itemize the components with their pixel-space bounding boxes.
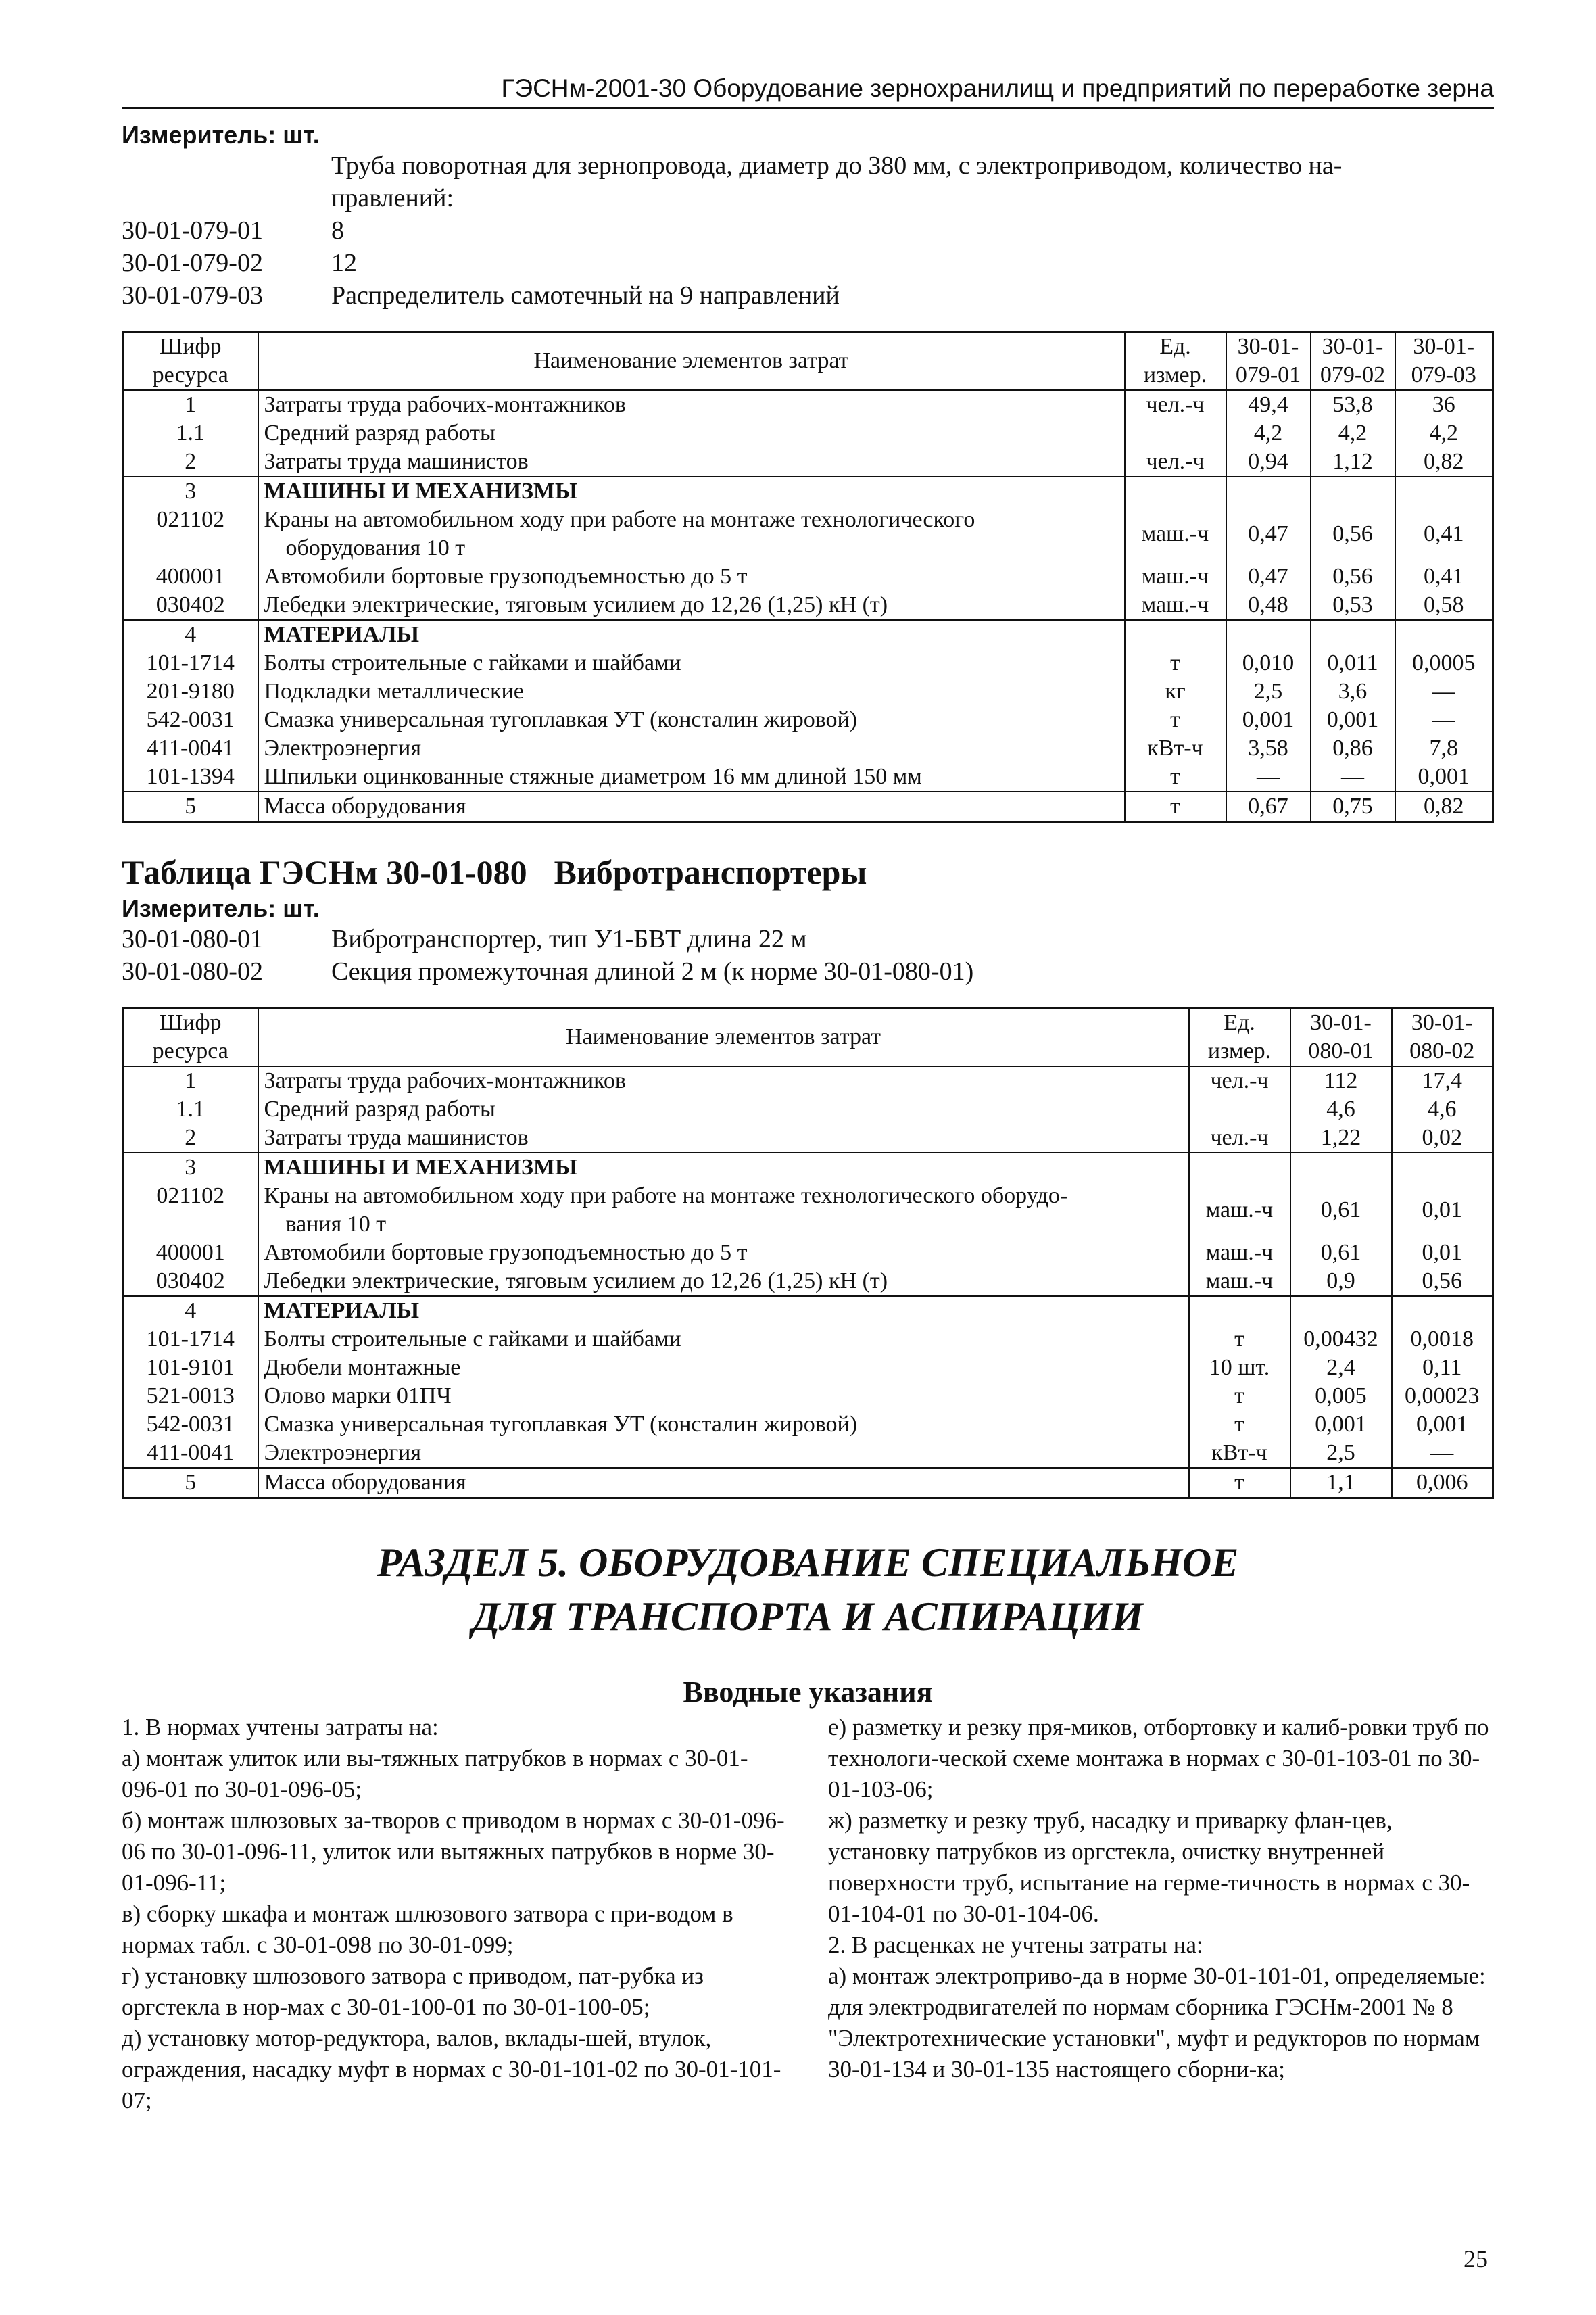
cell-value: 0,005 — [1290, 1382, 1392, 1410]
cell-value: 4,2 — [1226, 419, 1311, 448]
cell-name — [258, 706, 1125, 734]
cell-value: 0,61 — [1290, 1182, 1392, 1239]
cell-value: 36 — [1395, 390, 1493, 419]
cell-name-text: Лебедки электрические, тяговым усилием до 12,26 (1,25) кН (т) — [264, 1268, 888, 1293]
cell-value: 0,61 — [1290, 1239, 1392, 1267]
cell-name — [258, 677, 1125, 706]
cell-name-text: Электроэнергия — [264, 736, 421, 761]
cell-value: 2,5 — [1290, 1439, 1392, 1468]
cell-code: 101-1394 — [123, 763, 258, 792]
table-row — [123, 1468, 1493, 1498]
cell-value: 0,75 — [1311, 792, 1395, 822]
cell-value: 3,6 — [1311, 677, 1395, 706]
cell-value: 0,0005 — [1395, 649, 1493, 677]
cell-name — [258, 1296, 1189, 1325]
cell-name-text: Шпильки оцинкованные стяжные диаметром 16 мм длиной 150 мм — [264, 764, 922, 789]
cost-table-079 — [122, 331, 1494, 823]
table-row — [123, 620, 1493, 649]
cell-name — [258, 734, 1125, 763]
cell-name-text: МАШИНЫ И МЕХАНИЗМЫ — [264, 1155, 578, 1180]
cell-value: 0,00432 — [1290, 1325, 1392, 1354]
cell-unit: т — [1189, 1410, 1290, 1439]
table-row — [123, 1439, 1493, 1468]
header-norm-2: 30-01- 079-02 — [1311, 332, 1395, 391]
cell-name-text: Олово марки 01ПЧ — [264, 1383, 452, 1408]
cell-value: 0,010 — [1226, 649, 1311, 677]
cell-name-text: Лебедки электрические, тяговым усилием до 12,26 (1,25) кН (т) — [264, 592, 888, 617]
header-code: Шифр ресурса — [123, 1008, 258, 1067]
cell-value: 0,47 — [1226, 506, 1311, 563]
cell-name-text: Смазка универсальная тугоплавкая УТ (консталин жировой) — [264, 1412, 858, 1437]
header-norm-1: 30-01- 080-01 — [1290, 1008, 1392, 1067]
cell-name-text: Болты строительные с гайками и шайбами — [264, 650, 681, 675]
cell-name-text: Затраты труда рабочих-монтажников — [264, 1068, 626, 1093]
cell-value: 0,00023 — [1392, 1382, 1493, 1410]
cell-value: 0,47 — [1226, 563, 1311, 591]
norm-text: 12 — [331, 249, 357, 277]
cell-code: 4 — [123, 1296, 258, 1325]
cell-value — [1226, 620, 1311, 649]
norm-code — [122, 149, 331, 182]
cell-value: 0,56 — [1311, 506, 1395, 563]
intro-paragraph: д) установку мотор-редуктора, валов, вклады-шей, втулок, ограждения, насадку муфт в нормах с 30-01-101-02 по 30-01-101-07; — [122, 2025, 781, 2114]
cell-value: 49,4 — [1226, 390, 1311, 419]
cell-name-text: Электроэнергия — [264, 1440, 421, 1465]
cell-unit: кг — [1125, 677, 1226, 706]
cell-name — [258, 1325, 1189, 1354]
cell-name-text: Масса оборудования — [264, 1470, 466, 1495]
cell-value: 0,56 — [1392, 1267, 1493, 1296]
table-heading-080 — [122, 853, 1494, 892]
table-row — [123, 1267, 1493, 1296]
cell-name-text: Средний разряд работы — [264, 1097, 495, 1122]
cell-value: 0,001 — [1226, 706, 1311, 734]
header-unit: Ед. измер. — [1125, 332, 1226, 391]
cell-unit: маш.-ч — [1125, 506, 1226, 563]
cell-name-text: Автомобили бортовые грузоподъемностью до 5 т — [264, 1240, 748, 1265]
cell-value: 0,001 — [1392, 1410, 1493, 1439]
cell-code: 030402 — [123, 1267, 258, 1296]
intro-paragraph: в) сборку шкафа и монтаж шлюзового затвора с при-водом в нормах табл. с 30-01-098 по 30-01-099; — [122, 1901, 733, 1958]
cell-value: 4,2 — [1395, 419, 1493, 448]
cell-name-text: МАТЕРИАЛЫ — [264, 622, 419, 647]
norm-text: Труба поворотная для зернопровода, диаметр до 380 мм, с электроприводом, количество на- — [331, 151, 1343, 180]
cell-value: 0,01 — [1392, 1239, 1493, 1267]
intro-paragraph: 2. В расценках не учтены затраты на: — [828, 1932, 1203, 1958]
cell-name — [258, 1182, 1189, 1239]
cell-name-text: Дюбели монтажные — [264, 1355, 461, 1380]
cell-unit — [1189, 1095, 1290, 1124]
cell-unit: т — [1125, 792, 1226, 822]
table-row — [123, 1153, 1493, 1182]
cell-value — [1392, 1296, 1493, 1325]
cell-code: 400001 — [123, 563, 258, 591]
cell-code: 101-1714 — [123, 649, 258, 677]
cell-value: 0,82 — [1395, 448, 1493, 477]
cell-name — [258, 563, 1125, 591]
cell-value: 4,6 — [1290, 1095, 1392, 1124]
meter-label-2: Измеритель: шт. — [122, 894, 320, 922]
cell-value: 0,67 — [1226, 792, 1311, 822]
cell-value: 4,2 — [1311, 419, 1395, 448]
table-row — [123, 390, 1493, 419]
cell-name — [258, 1153, 1189, 1182]
cell-unit: маш.-ч — [1189, 1182, 1290, 1239]
norm-list-2 — [122, 923, 1494, 988]
table-row — [123, 649, 1493, 677]
cell-name — [258, 591, 1125, 620]
cell-value: 1,1 — [1290, 1468, 1392, 1498]
cell-unit: кВт-ч — [1189, 1439, 1290, 1468]
cell-name-continuation: оборудования 10 т — [285, 535, 466, 560]
norm-text: Вибротранспортер, тип У1-БВТ длина 22 м — [331, 925, 807, 953]
table-name: Вибротранспортеры — [554, 853, 867, 891]
intro-paragraph: 1. В нормах учтены затраты на: — [122, 1714, 439, 1740]
norm-code: 30-01-079-03 — [122, 281, 263, 310]
cell-value: 0,11 — [1392, 1354, 1493, 1382]
cell-value: 0,011 — [1311, 649, 1395, 677]
cell-name — [258, 1124, 1189, 1153]
header-name: Наименование элементов затрат — [258, 1008, 1189, 1067]
cell-unit: чел.-ч — [1189, 1124, 1290, 1153]
cell-unit — [1125, 477, 1226, 506]
norm-code: 30-01-080-01 — [122, 925, 263, 953]
cost-table-080 — [122, 1007, 1494, 1499]
norm-text: правлений: — [331, 184, 454, 212]
cell-name — [258, 1410, 1189, 1439]
cell-value: 0,001 — [1290, 1410, 1392, 1439]
cell-code: 021102 — [123, 1182, 258, 1239]
cell-value: 0,01 — [1392, 1182, 1493, 1239]
cell-name-text: Средний разряд работы — [264, 421, 495, 446]
header-unit: Ед. измер. — [1189, 1008, 1290, 1067]
cell-unit: т — [1125, 706, 1226, 734]
table-row — [123, 1095, 1493, 1124]
cell-value: 0,001 — [1395, 763, 1493, 792]
cell-value: 1,22 — [1290, 1124, 1392, 1153]
cell-name-text: МАШИНЫ И МЕХАНИЗМЫ — [264, 479, 578, 504]
table-row — [123, 1124, 1493, 1153]
page-number: 25 — [1464, 2245, 1488, 2272]
cell-value: — — [1226, 763, 1311, 792]
cell-code: 2 — [123, 448, 258, 477]
table-row — [123, 506, 1493, 563]
cell-value: — — [1395, 677, 1493, 706]
table-row — [123, 1239, 1493, 1267]
cell-value — [1392, 1153, 1493, 1182]
cell-value: 2,5 — [1226, 677, 1311, 706]
cell-name — [258, 1439, 1189, 1468]
cell-unit: т — [1189, 1325, 1290, 1354]
table-row — [123, 734, 1493, 763]
header-norm-2: 30-01- 080-02 — [1392, 1008, 1493, 1067]
cell-unit: 10 шт. — [1189, 1354, 1290, 1382]
table-row — [123, 448, 1493, 477]
cell-name — [258, 390, 1125, 419]
intro-paragraph: а) монтаж улиток или вы-тяжных патрубков в нормах с 30-01-096-01 по 30-01-096-05; — [122, 1745, 748, 1803]
cell-value: 0,9 — [1290, 1267, 1392, 1296]
cell-code: 542-0031 — [123, 1410, 258, 1439]
table-row — [123, 1354, 1493, 1382]
table-row — [123, 1066, 1493, 1095]
cell-value: 0,53 — [1311, 591, 1395, 620]
cell-value: 0,0018 — [1392, 1325, 1493, 1354]
cell-value: — — [1311, 763, 1395, 792]
section-title-line-2: ДЛЯ ТРАНСПОРТА И АСПИРАЦИИ — [472, 1594, 1144, 1639]
cell-code: 5 — [123, 1468, 258, 1498]
cell-code: 5 — [123, 792, 258, 822]
running-header: ГЭСНм-2001-30 Оборудование зернохранилищ и предприятий по переработке зерна — [122, 74, 1494, 109]
cell-value: 0,58 — [1395, 591, 1493, 620]
header-norm-3: 30-01- 079-03 — [1395, 332, 1493, 391]
cell-unit: маш.-ч — [1125, 563, 1226, 591]
intro-right-column — [828, 1712, 1494, 2116]
cell-name — [258, 506, 1125, 563]
norm-code — [122, 182, 331, 214]
cell-value: 1,12 — [1311, 448, 1395, 477]
section-title-line-1: РАЗДЕЛ 5. ОБОРУДОВАНИЕ СПЕЦИАЛЬНОЕ — [377, 1540, 1239, 1585]
table-row — [123, 677, 1493, 706]
cell-name-text: Смазка универсальная тугоплавкая УТ (консталин жировой) — [264, 707, 858, 732]
cell-name-text: Краны на автомобильном ходу при работе на монтаже технологического оборудо- — [264, 1183, 1068, 1208]
cell-name — [258, 649, 1125, 677]
table-header-row — [123, 332, 1493, 391]
norm-text: Распределитель самотечный на 9 направлений — [331, 281, 840, 310]
cell-name — [258, 477, 1125, 506]
cell-code: 101-1714 — [123, 1325, 258, 1354]
cell-name — [258, 1382, 1189, 1410]
cell-name-text: Автомобили бортовые грузоподъемностью до 5 т — [264, 564, 748, 589]
intro-paragraph: е) разметку и резку пря-миков, отбортовку и калиб-ровки труб по технологи-ческой схеме монтажа в нормах с 30-01-103-01 по 30-01-103-06; — [828, 1714, 1489, 1803]
cell-value: — — [1392, 1439, 1493, 1468]
intro-paragraph: г) установку шлюзового затвора с приводом, пат-рубка из оргстекла в нор-мах с 30-01-100-01 по 30-01-100-05; — [122, 1963, 704, 2020]
cell-value — [1395, 477, 1493, 506]
cell-name-text: МАТЕРИАЛЫ — [264, 1298, 419, 1323]
cell-value: 0,48 — [1226, 591, 1311, 620]
cell-code: 021102 — [123, 506, 258, 563]
header-code: Шифр ресурса — [123, 332, 258, 391]
cell-value: 7,8 — [1395, 734, 1493, 763]
cell-value — [1311, 477, 1395, 506]
cell-unit: т — [1189, 1382, 1290, 1410]
cell-name-text: Затраты труда машинистов — [264, 1125, 529, 1150]
cell-name-text: Подкладки металлические — [264, 679, 524, 704]
cell-code: 521-0013 — [123, 1382, 258, 1410]
cell-code: 411-0041 — [123, 1439, 258, 1468]
cell-unit: маш.-ч — [1189, 1239, 1290, 1267]
cell-code: 1 — [123, 1066, 258, 1095]
table-row — [123, 419, 1493, 448]
cell-unit — [1125, 419, 1226, 448]
table-row — [123, 1382, 1493, 1410]
cell-value: 17,4 — [1392, 1066, 1493, 1095]
cell-name — [258, 419, 1125, 448]
table-row — [123, 1182, 1493, 1239]
cell-value: 0,94 — [1226, 448, 1311, 477]
cell-value: 112 — [1290, 1066, 1392, 1095]
cell-code: 3 — [123, 1153, 258, 1182]
meter-label-1: Измеритель: шт. — [122, 121, 320, 149]
cell-name-text: Болты строительные с гайками и шайбами — [264, 1327, 681, 1352]
cell-value — [1226, 477, 1311, 506]
cell-unit: чел.-ч — [1125, 390, 1226, 419]
table-row — [123, 1296, 1493, 1325]
cell-value: 0,82 — [1395, 792, 1493, 822]
cell-code: 1.1 — [123, 1095, 258, 1124]
cell-unit: чел.-ч — [1125, 448, 1226, 477]
cell-unit: т — [1189, 1468, 1290, 1498]
norm-code: 30-01-079-02 — [122, 249, 263, 277]
cell-name — [258, 1239, 1189, 1267]
cell-name — [258, 1066, 1189, 1095]
cell-value: 0,001 — [1311, 706, 1395, 734]
cell-unit — [1189, 1296, 1290, 1325]
intro-left-column — [122, 1712, 788, 2116]
cell-name — [258, 448, 1125, 477]
cell-name — [258, 1354, 1189, 1382]
cell-value: 2,4 — [1290, 1354, 1392, 1382]
intro-paragraph: а) монтаж электроприво-да в норме 30-01-101-01, определяемые: для электродвигателей по нормам сборника ГЭСНм-2001 № 8 "Электротехнические установки", муфт и редукторов по нормам 30-01-134 и 30-01-135 настоящего сборни-ка; — [828, 1963, 1486, 2082]
norm-code: 30-01-080-02 — [122, 957, 263, 986]
cell-value: 0,56 — [1311, 563, 1395, 591]
cell-unit — [1189, 1153, 1290, 1182]
cell-unit: кВт-ч — [1125, 734, 1226, 763]
cell-value — [1311, 620, 1395, 649]
cell-code: 1 — [123, 390, 258, 419]
intro-columns — [122, 1712, 1494, 2116]
table-label: Таблица ГЭСНм 30-01-080 — [122, 853, 527, 891]
table-row — [123, 591, 1493, 620]
table-row — [123, 1325, 1493, 1354]
table-row — [123, 477, 1493, 506]
cell-code: 4 — [123, 620, 258, 649]
page — [122, 74, 1494, 2116]
cell-value — [1290, 1153, 1392, 1182]
cell-value: 0,41 — [1395, 563, 1493, 591]
cell-value — [1290, 1296, 1392, 1325]
cell-unit: чел.-ч — [1189, 1066, 1290, 1095]
header-name: Наименование элементов затрат — [258, 332, 1125, 391]
table-header-row — [123, 1008, 1493, 1067]
cell-code: 101-9101 — [123, 1354, 258, 1382]
cell-name-text: Краны на автомобильном ходу при работе на монтаже технологического — [264, 507, 975, 532]
intro-paragraph: б) монтаж шлюзовых за-творов с приводом в нормах с 30-01-096-06 по 30-01-096-11, улиток или вытяжных патрубков в норме 30-01-096-11; — [122, 1807, 785, 1896]
norm-text: 8 — [331, 216, 344, 245]
cell-code: 542-0031 — [123, 706, 258, 734]
cell-unit — [1125, 620, 1226, 649]
cell-name-text: Масса оборудования — [264, 794, 466, 819]
cell-value: 0,41 — [1395, 506, 1493, 563]
cell-name — [258, 1095, 1189, 1124]
cell-name — [258, 620, 1125, 649]
intro-title: Вводные указания — [683, 1675, 933, 1709]
cell-code: 030402 — [123, 591, 258, 620]
header-norm-1: 30-01- 079-01 — [1226, 332, 1311, 391]
cell-value: 3,58 — [1226, 734, 1311, 763]
cell-name-continuation: вания 10 т — [285, 1212, 387, 1237]
table-row — [123, 763, 1493, 792]
cell-name — [258, 792, 1125, 822]
cell-unit: маш.-ч — [1189, 1267, 1290, 1296]
cell-value: 0,86 — [1311, 734, 1395, 763]
table-row — [123, 563, 1493, 591]
cell-value: 53,8 — [1311, 390, 1395, 419]
cell-value: — — [1395, 706, 1493, 734]
cell-name — [258, 1267, 1189, 1296]
norm-text: Секция промежуточная длиной 2 м (к норме 30-01-080-01) — [331, 957, 974, 986]
cell-name-text: Затраты труда машинистов — [264, 449, 529, 474]
table-row — [123, 1410, 1493, 1439]
table-row — [123, 792, 1493, 822]
cell-unit: т — [1125, 763, 1226, 792]
cell-unit: т — [1125, 649, 1226, 677]
cell-value — [1395, 620, 1493, 649]
cell-code: 3 — [123, 477, 258, 506]
cell-code: 411-0041 — [123, 734, 258, 763]
cell-value: 0,02 — [1392, 1124, 1493, 1153]
norm-list-1 — [122, 149, 1494, 312]
intro-paragraph: ж) разметку и резку труб, насадку и приварку флан-цев, установку патрубков из оргстекла, очистку внутренней поверхности труб, испытание на герме-тичность в нормах с 30-01-104-01 по 30-01-104-06. — [828, 1807, 1470, 1927]
cell-code: 201-9180 — [123, 677, 258, 706]
section-title — [122, 1535, 1494, 1644]
cell-value: 0,006 — [1392, 1468, 1493, 1498]
cell-unit: маш.-ч — [1125, 591, 1226, 620]
cell-name — [258, 763, 1125, 792]
cell-value: 4,6 — [1392, 1095, 1493, 1124]
cell-code: 1.1 — [123, 419, 258, 448]
table-row — [123, 706, 1493, 734]
cell-code: 2 — [123, 1124, 258, 1153]
cell-name — [258, 1468, 1189, 1498]
cell-name-text: Затраты труда рабочих-монтажников — [264, 392, 626, 417]
cell-code: 400001 — [123, 1239, 258, 1267]
norm-code: 30-01-079-01 — [122, 216, 263, 245]
